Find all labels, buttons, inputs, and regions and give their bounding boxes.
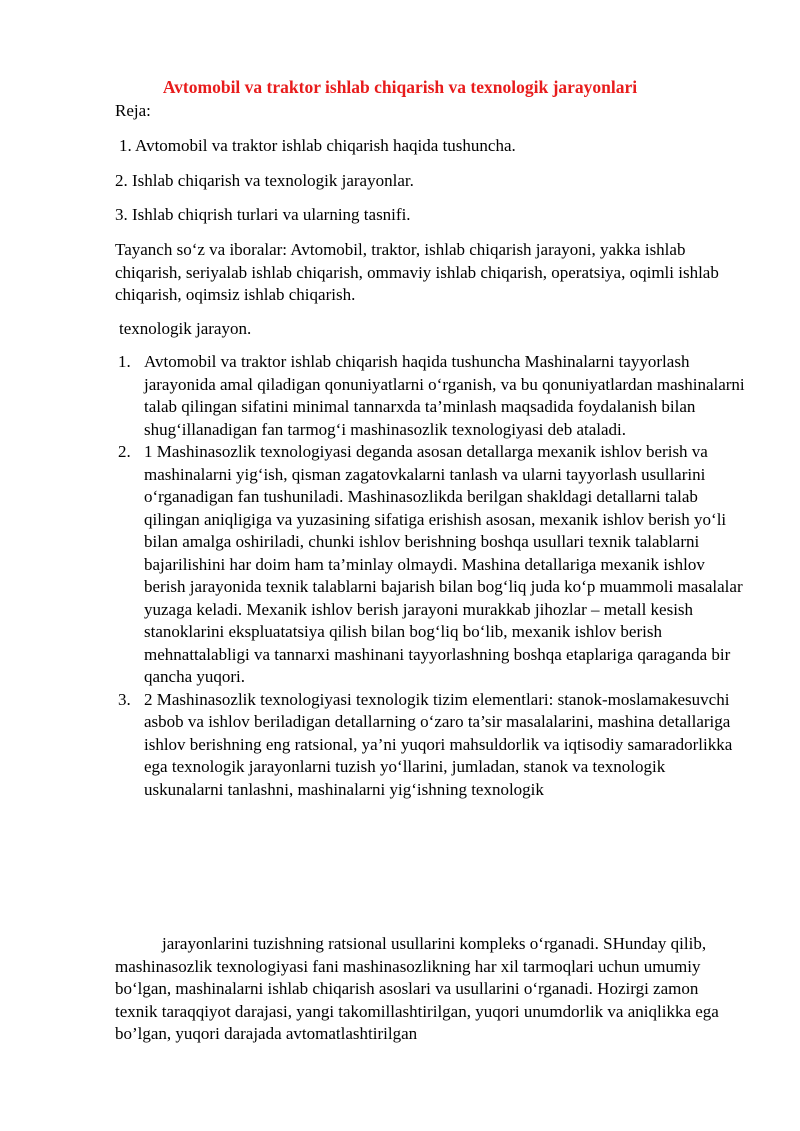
list-item-number: 3. bbox=[118, 689, 131, 709]
list-item bbox=[115, 351, 745, 441]
plan-heading: Reja: bbox=[115, 101, 151, 120]
document-title: Avtomobil va traktor ishlab chiqarish va texnologik jarayonlari bbox=[162, 77, 638, 97]
plan-item-1: 1. Avtomobil va traktor ishlab chiqarish haqida tushuncha. bbox=[119, 136, 516, 155]
list-item bbox=[115, 689, 745, 802]
list-item-text: 2 Mashinasozlik texnologiyasi texnologik tizim elementlari: stanok-moslamakesuvchi asbob va ishlov beriladigan detallarning o‘zaro ta’sir masalalarini, mashina detallariga ishlov berishning eng ratsional, ya’ni yuqori mahsuldorlik va iqtisodiy samaradorlikka ega texnologik jarayonlarni tuzish yo‘llarini, jumladan, stanok va texnologik uskunalarni tanlashni, mashinalarni yig‘ishning texnologik bbox=[144, 689, 733, 799]
list-item-number: 1. bbox=[118, 352, 131, 371]
keywords-paragraph: Tayanch so‘z va iboralar: Avtomobil, traktor, ishlab chiqarish jarayoni, yakka ishlab chiqarish, seriyalab ishlab chiqarish, ommaviy ishlab chiqarish, operatsiya, oqimli ishlab chiqarish, oqimsiz ishlab chiqarish. bbox=[115, 240, 719, 304]
list-item-text: 1 Mashinasozlik texnologiyasi deganda asosan detallarga mexanik ishlov berish va mashinalarni yig‘ish, qisman zagatovkalarni tanlash va ularni tayyorlash usullarini o‘rganadigan fan tushuniladi. Mashinasozlikda berilgan shakldagi detallarni talab qilingan aniqligiga va yuzasining sifatiga erishish asosan, mexanik ishlov berish yo‘li bilan amalga oshiriladi, chunki ishlov berishning boshqa usullari texnik talablarni bajarilishini har doim ham ta’minlay olmaydi. Mashina detallariga mexanik ishlov berish jarayonida texnik talablarni bajarish bilan bog‘liq juda ko‘p muammoli masalalar yuzaga keladi. Mexanik ishlov berish jarayoni murakkab jihozlar – metall kesish stanoklarini ekspluatatsiya qilish bilan bog‘liq bo‘lib, mexanik ishlov berish mehnattalabligi va tannarxi mashinani tayyorlashning boshqa etaplariga qaraganda bir qancha yuqori. bbox=[144, 442, 743, 686]
keywords-continuation: texnologik jarayon. bbox=[119, 319, 252, 338]
list-item-number: 2. bbox=[118, 442, 131, 461]
continuation-paragraph: jarayonlarini tuzishning ratsional usullarini kompleks o‘rganadi. SHunday qilib, mashinasozlik texnologiyasi fani mashinasozlikning har xil tarmoqlari uchun umumiy bo‘lgan, mashinalarni ishlab chiqarish asoslari va usullarini o‘rganadi. Hozirgi zamon texnik taraqqiyot darajasi, yangi takomillashtirilgan, yuqori unumdorlik va aniqlikka ega bo’lgan, yuqori darajada avtomatlashtirilgan bbox=[115, 934, 719, 1043]
plan-item-3: 3. Ishlab chiqrish turlari va ularning tasnifi. bbox=[115, 205, 411, 224]
plan-item-2: 2. Ishlab chiqarish va texnologik jarayonlar. bbox=[115, 171, 414, 190]
list-item bbox=[115, 441, 745, 689]
list-item-text: Avtomobil va traktor ishlab chiqarish haqida tushuncha Mashinalarni tayyorlash jarayonida amal qiladigan qonuniyatlarni o‘rganish, va bu qonuniyatlardan mashinalarni talab qilingan sifatini minimal tannarxda ta’minlash maqsadida foydalanish bilan shug‘illanadigan fan tarmog‘i mashinasozlik texnologiyasi deb ataladi. bbox=[144, 352, 745, 439]
numbered-list bbox=[115, 351, 745, 801]
